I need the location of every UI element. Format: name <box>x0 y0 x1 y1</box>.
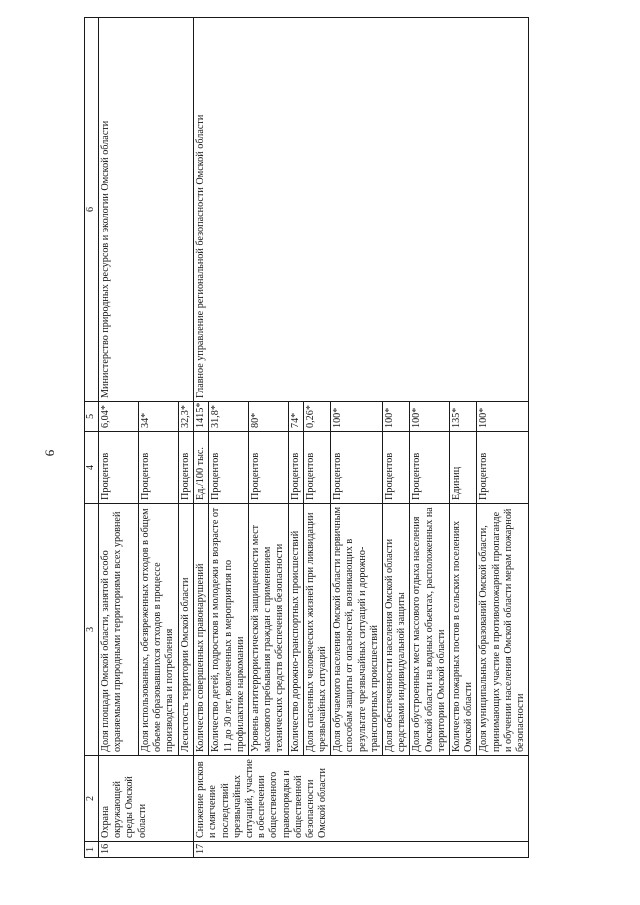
agency-cell: Главное управление региональной безопасности Омской области <box>194 18 529 402</box>
header-cell: 3 <box>85 504 99 756</box>
value-cell: 1415* <box>194 402 209 432</box>
indicator-cell: Доля муниципальных образований Омской области, принимающих участие в противопожарной пропаганде и обучении населения Омской области мерам пожарной безопасности <box>477 504 529 756</box>
goal-cell: Охрана окружающей среды Омской области <box>99 756 194 842</box>
unit-cell: Процентов <box>331 432 383 504</box>
unit-cell: Процентов <box>209 432 249 504</box>
goal-cell: Снижение рисков и смягчение последствий чрезвычайных ситуаций, участие в обеспечении общественного правопорядка и общественной безопасности Омской области <box>194 756 529 842</box>
unit-cell: Процентов <box>477 432 529 504</box>
unit-cell: Единиц <box>450 432 477 504</box>
indicator-cell: Доля спасенных человеческих жизней при ликвидации чрезвычайных ситуаций <box>303 504 330 756</box>
value-cell: 80* <box>249 402 289 432</box>
value-cell: 31,8* <box>209 402 249 432</box>
header-cell: 1 <box>85 842 99 858</box>
group-number: 16 <box>99 842 194 858</box>
value-cell: 100* <box>410 402 450 432</box>
unit-cell: Процентов <box>383 432 410 504</box>
value-cell: 34* <box>139 402 179 432</box>
indicators-table <box>84 17 529 858</box>
table-row <box>99 18 139 858</box>
unit-cell: Процентов <box>249 432 289 504</box>
indicator-cell: Доля использованных, обезвреженных отходов в общем объеме образовавшихся отходов в процессе производства и потребления <box>139 504 179 756</box>
group-number: 17 <box>194 842 529 858</box>
indicator-cell: Количество детей, подростков и молодежи в возрасте от 11 до 30 лет, вовлеченных в мероприятия по профилактике наркомании <box>209 504 249 756</box>
unit-cell: Процентов <box>288 432 303 504</box>
document-table-rotated <box>84 18 574 858</box>
value-cell: 0,26* <box>303 402 330 432</box>
unit-cell: Процентов <box>139 432 179 504</box>
indicator-cell: Количество совершенных правонарушений <box>194 504 209 756</box>
unit-cell: Ед./100 тыс. <box>194 432 209 504</box>
value-cell: 100* <box>383 402 410 432</box>
header-cell: 5 <box>85 402 99 432</box>
header-cell: 6 <box>85 18 99 402</box>
indicator-cell: Лесистость территории Омской области <box>179 504 194 756</box>
unit-cell: Процентов <box>410 432 450 504</box>
header-row <box>85 18 99 858</box>
page-number: 9 <box>42 449 58 457</box>
indicator-cell: Доля обеспеченности населения Омской области средствами индивидуальной защиты <box>383 504 410 756</box>
indicator-cell: Доля площади Омской области, занятой особо охраняемыми природными территориями всех уровней <box>99 504 139 756</box>
value-cell: 100* <box>331 402 383 432</box>
header-cell: 4 <box>85 432 99 504</box>
value-cell: 135* <box>450 402 477 432</box>
indicator-cell: Доля обучаемого населения Омской области первичным способам защиты от опасностей, возникающих в результате чрезвычайных ситуаций и дорожно-транспортных происшествий <box>331 504 383 756</box>
unit-cell: Процентов <box>99 432 139 504</box>
unit-cell: Процентов <box>179 432 194 504</box>
table-row <box>194 18 209 858</box>
value-cell: 32,3* <box>179 402 194 432</box>
indicator-cell: Количество пожарных постов в сельских поселениях Омской области <box>450 504 477 756</box>
indicator-cell: Уровень антитеррористической защищенности мест массового пребывания граждан с применением технических средств обеспечения безопасности <box>249 504 289 756</box>
header-cell: 2 <box>85 756 99 842</box>
value-cell: 6,04* <box>99 402 139 432</box>
indicator-cell: Количество дорожно-транспортных происшествий <box>288 504 303 756</box>
unit-cell: Процентов <box>303 432 330 504</box>
value-cell: 100* <box>477 402 529 432</box>
value-cell: 74* <box>288 402 303 432</box>
agency-cell: Министерство природных ресурсов и экологии Омской области <box>99 18 194 402</box>
indicator-cell: Доля обустроенных мест массового отдыха населения Омской области на водных объектах, расположенных на территории Омской области <box>410 504 450 756</box>
